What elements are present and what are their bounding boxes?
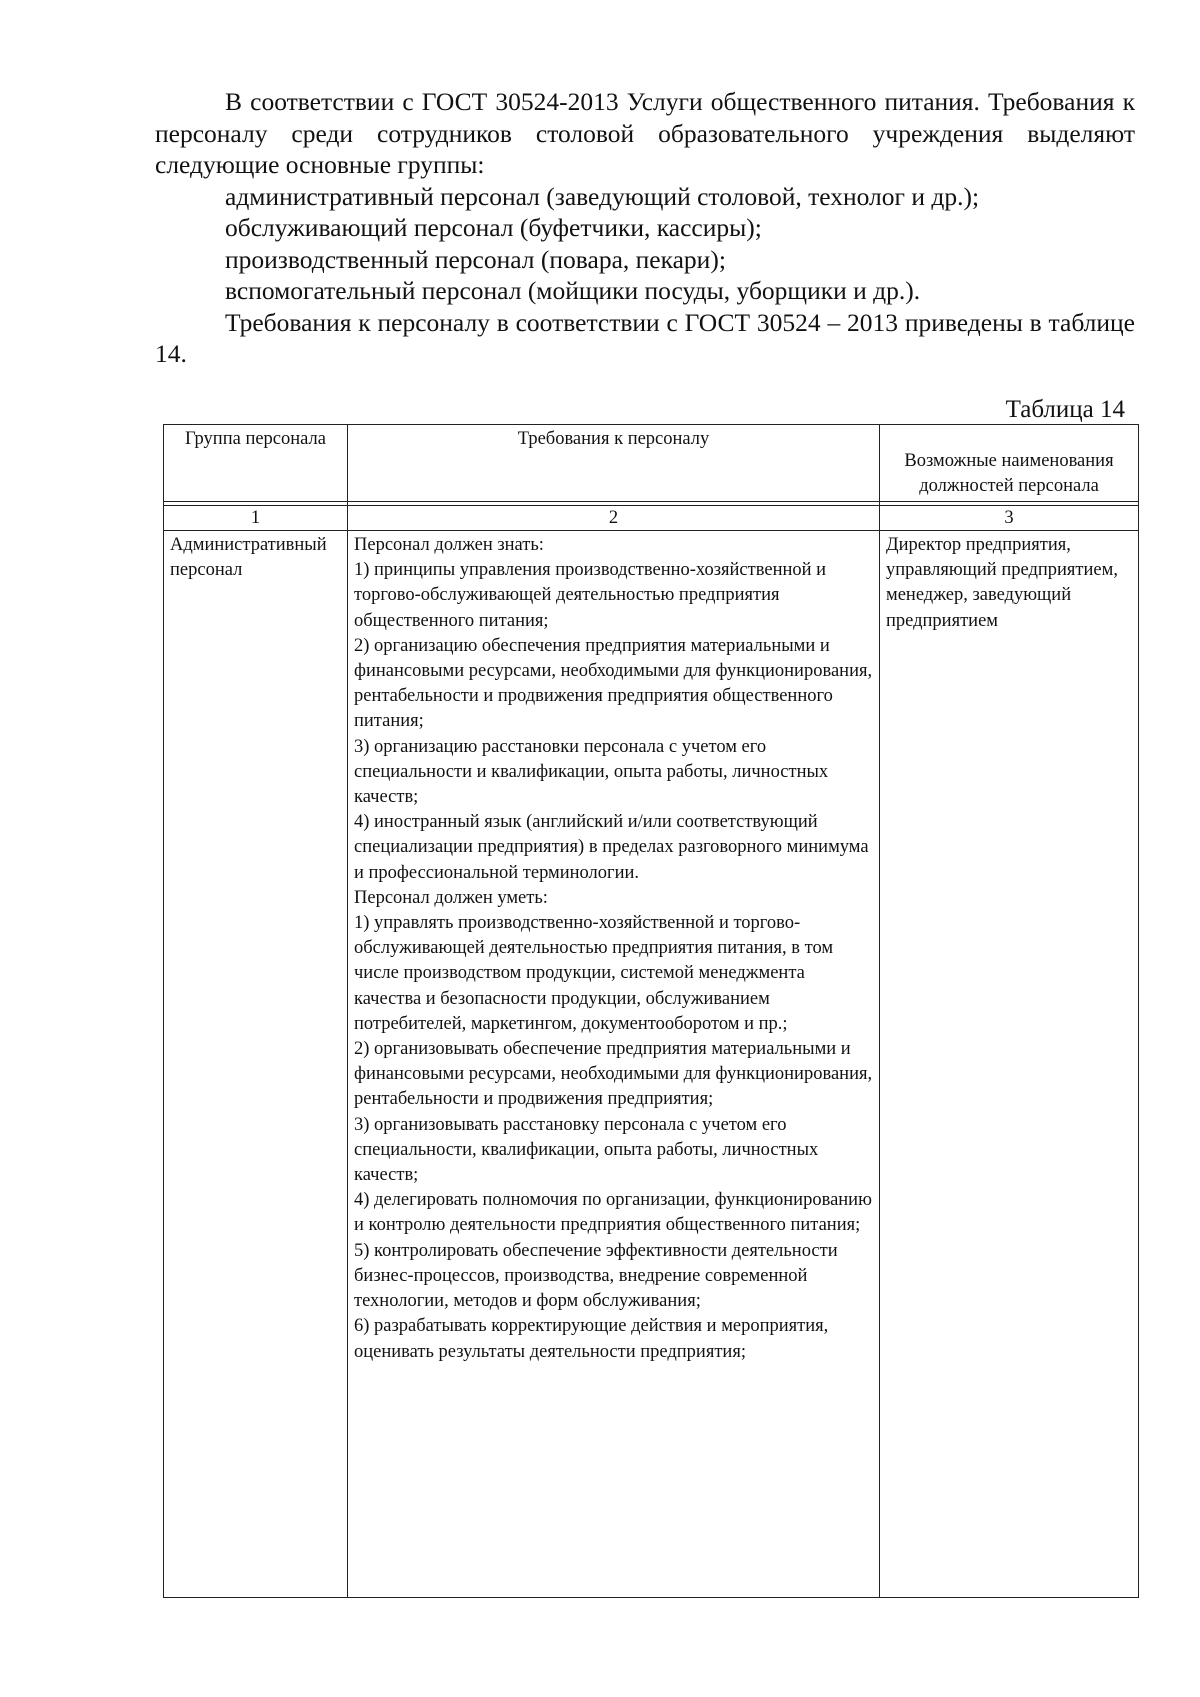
requirement-line: 6) разрабатывать корректирующие действия и мероприятия, оценивать результаты деятельности предприятия; xyxy=(354,1316,829,1362)
table-reference-paragraph: Требования к персоналу в соответствии с ГОСТ 30524 – 2013 приведены в таблице 14. xyxy=(155,307,1135,368)
positions-cell: Директор предприятия, управляющий предприятием, менеджер, заведующий предприятием xyxy=(880,531,1139,1598)
group-item: обслуживающий персонал (буфетчики, кассиры); xyxy=(225,213,762,242)
requirement-line: 5) контролировать обеспечение эффективности деятельности бизнес-процессов, производства, внедрение современной технологии, методов и форм обслуживания; xyxy=(354,1240,838,1312)
group-cell: Административный персонал xyxy=(164,531,348,1598)
requirements-cell xyxy=(348,531,880,1598)
header-positions: Возможные наименования должностей персонала xyxy=(880,425,1139,502)
requirement-line: Персонал должен уметь: xyxy=(354,887,548,908)
column-number: 3 xyxy=(880,506,1139,531)
requirement-line: 4) делегировать полномочия по организации, функционированию и контролю деятельности предприятия общественного питания; xyxy=(354,1190,872,1236)
table-header-row xyxy=(164,425,1139,502)
column-number-row xyxy=(164,506,1139,531)
table-row xyxy=(164,531,1139,1598)
intro-text xyxy=(155,86,1135,370)
table-caption: Таблица 14 xyxy=(1005,396,1125,423)
requirement-line: 3) организовывать расстановку персонала с учетом его специальности, квалификации, опыта работы, личностных качеств; xyxy=(354,1114,819,1186)
requirements-table xyxy=(163,424,1139,1598)
header-group: Группа персонала xyxy=(164,425,348,502)
column-number: 1 xyxy=(164,506,348,531)
requirement-line: 2) организацию обеспечения предприятия материальными и финансовыми ресурсами, необходимыми для функционирования, рентабельности и продвижения предприятия общественного питания; xyxy=(354,635,873,732)
requirement-line: 1) управлять производственно-хозяйственной и торгово-обслуживающей деятельностью предприятия питания, в том числе производством продукции, системой менеджмента качества и безопасности продукции, обслуживанием потребителей, маркетингом, документооборотом и пр.; xyxy=(354,913,834,1034)
group-item: вспомогательный персонал (мойщики посуды, уборщики и др.). xyxy=(225,276,921,305)
requirement-line: 1) принципы управления производственно-хозяйственной и торгово-обслуживающей деятельностью предприятия общественного питания; xyxy=(354,560,827,631)
header-requirements: Требования к персоналу xyxy=(348,425,880,502)
requirement-line: 2) организовывать обеспечение предприятия материальными и финансовыми ресурсами, необходимыми для функционирования, рентабельности и продвижения предприятия; xyxy=(354,1039,873,1110)
requirement-line: Персонал должен знать: xyxy=(354,535,544,555)
requirement-line: 4) иностранный язык (английский и/или соответствующий специализации предприятия) в пределах разговорного минимума и профессиональной терминологии. xyxy=(354,812,869,883)
column-number: 2 xyxy=(348,506,880,531)
group-item: производственный персонал (повара, пекари); xyxy=(225,244,726,274)
intro-paragraph: В соответствии с ГОСТ 30524-2013 Услуги общественного питания. Требования к персоналу среди сотрудников столовой образовательного учреждения выделяют следующие основные группы: xyxy=(155,87,1135,179)
group-item: административный персонал (заведующий столовой, технолог и др.); xyxy=(225,181,980,211)
requirement-line: 3) организацию расстановки персонала с учетом его специальности и квалификации, опыта работы, личностных качеств; xyxy=(354,736,829,808)
